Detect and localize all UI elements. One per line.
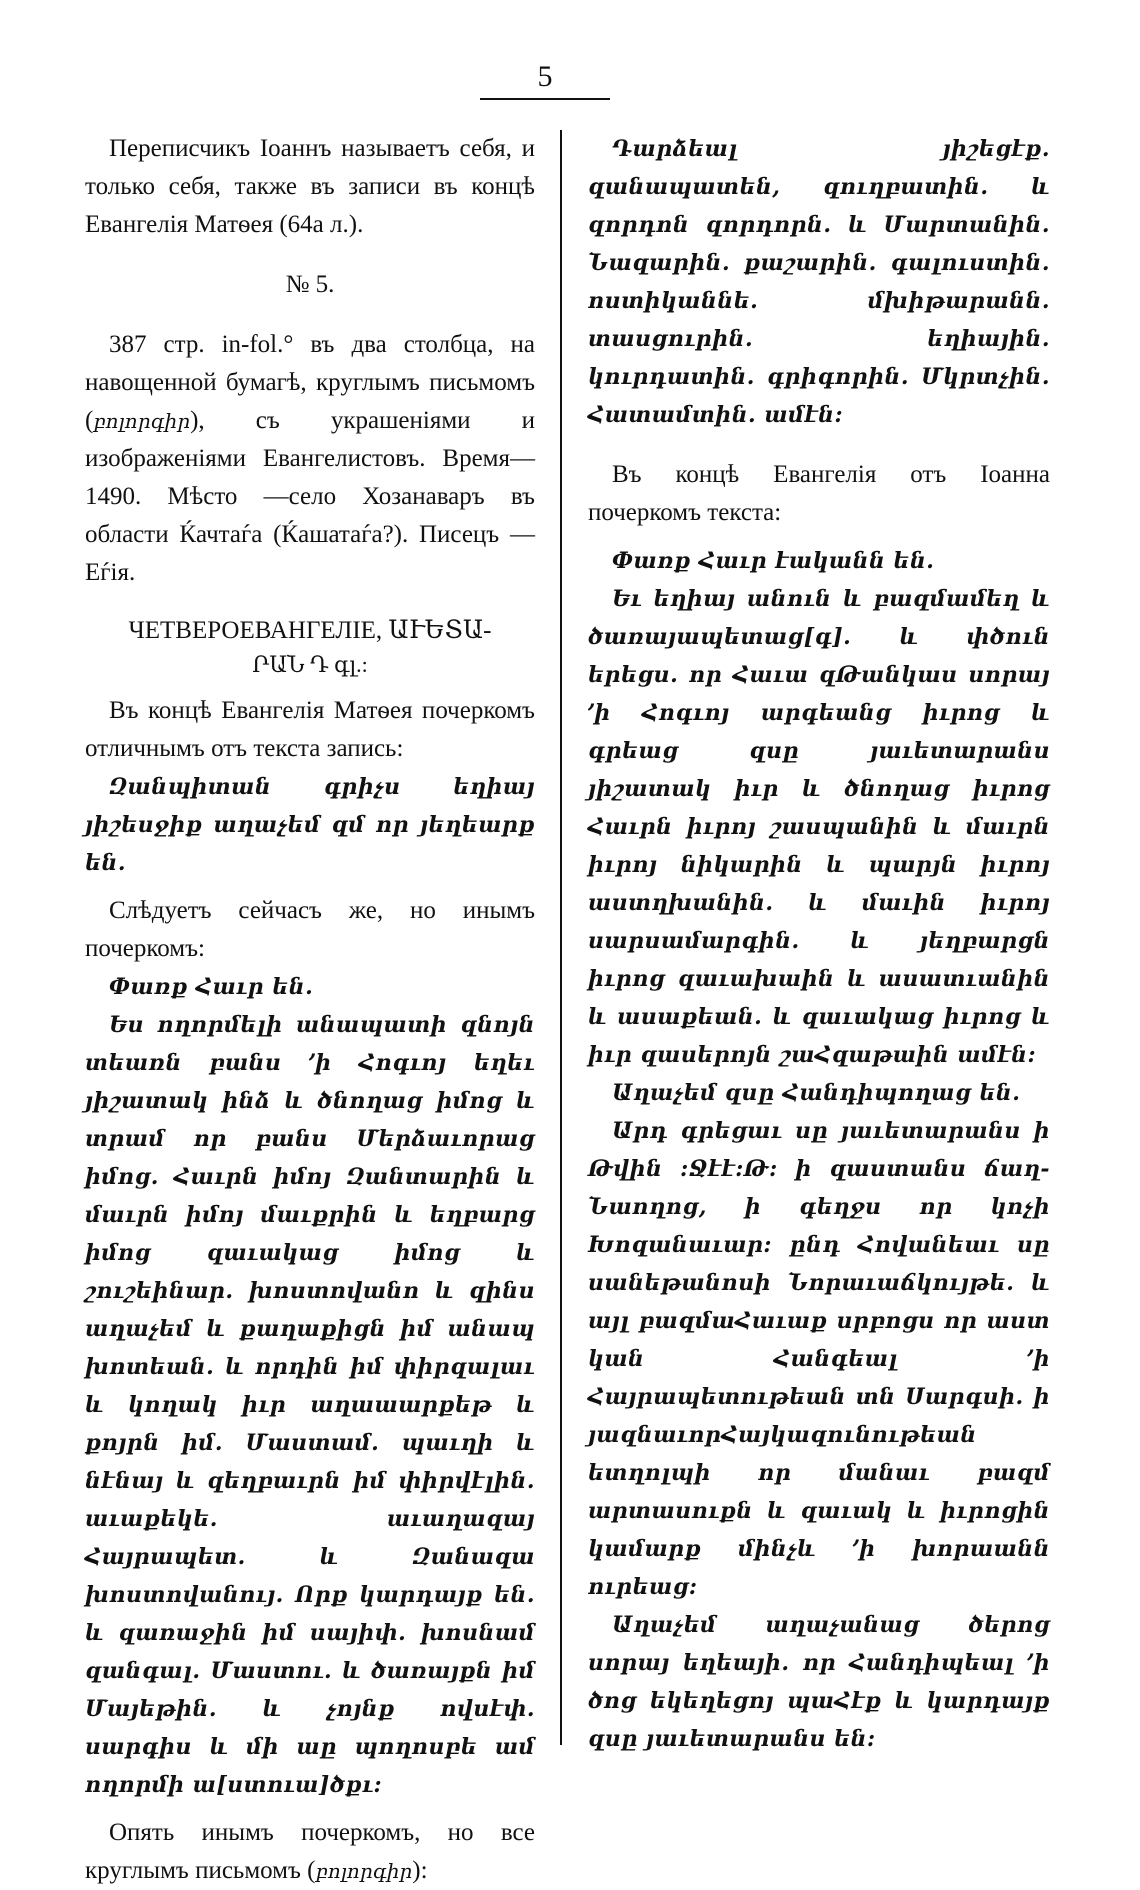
third-hand-intro [85,1814,535,1890]
manuscript-number: № 5. [285,271,335,298]
description-text-start: 387 стр. in-fol.° въ два столбца, на навощенной бумагѣ, круглымъ письмомъ ( [85,331,535,434]
manuscript-title [85,614,535,682]
armenian-plea: Աղաչեմ զսը Հանդիպողաց են. [612,1080,1021,1106]
armenian-colophon-1: Զանպիտան գրիչս եղիայ յիշեսջիք աղաչեմ զմ որ յեղեարք են. [85,774,535,876]
manuscript-title-line2: ՐԱՆ Դ գլ.: [252,652,368,677]
second-hand-intro: Слѣдуетъ сейчасъ же, но инымъ почеркомъ: [85,897,535,962]
third-hand-text-end: ): [412,1857,428,1884]
john-colophon-intro: Въ концѣ Евангелія отъ Іоанна почеркомъ текста: [588,461,1050,526]
manuscript-description [85,326,535,592]
page-number: 5 [480,62,610,100]
third-hand-armenian-term: բոլորգիր [315,1859,413,1883]
armenian-continuation: Դարձեալ յիշեցէք. զանապատեն, զուղբատին. և զորդոն զորդորն. և Մարտանին. Նազարին. քաշարին. գալուստին. ոստիկաննե. մխիթարանն. տասցուրին. եղիային. կուրդատին. գրիգորին. Մկրտչին. Հատամտին. ամէն: [588,136,1050,428]
armenian-doxology: Փառք Հաւր են. [109,974,314,1000]
right-column [588,130,1050,1758]
description-armenian-term: բոլորգիր [93,409,191,433]
armenian-colophon-5: Աղաչեմ աղաչանաց ծերոց սորայ եղեայի. որ Հանդիպեալ ՚ի ծոց եկեղեցոյ պաՀէք և կարդայք զսը յաւետարանս են: [588,1612,1050,1752]
armenian-doxology-2: Փառք Հաւր էականն են. [612,548,935,574]
third-hand-text-start: Опять инымъ почеркомъ, но все круглымъ письмомъ ( [85,1819,535,1884]
description-text-end: ), съ украшеніями и изображеніями Евангелистовъ. Время— 1490. Мѣсто —село Хозанаваръ въ области Ќачтаѓа (Ќашатаѓа?). Писецъ —Еѓія. [85,407,535,586]
column-divider [560,130,562,1745]
armenian-colophon-4: Արդ գրեցաւ սը յաւետարանս ի Թվին :Ջէէ:Թ: ի զաստանս ճաղ-Նաողոց, ի գեղջս որ կոչի Խոզանաւար: ընդ Հովանեաւ սը սանեթանոսի Նորաւաճկույթե. և այլ բազմաՀաւաք սրբոցս որ աստ կան Հանգեալ ՚ի Հայրապետութեան տն Սարգսի. ի յազնաւորՀայկազունութեան ետղոլպի որ մանաւ բազմ արտասուքն և զաւակ և իւրոցին կամարք մինչև ՚ի խորաանն ուրեաց: [588,1118,1050,1600]
armenian-colophon-3: Եւ եղիայ անուն և բազմամեղ և ծառայապետաց[գ]. և փծուն երեցս. որ Հաւա զԹանկաս սորայ ՚ի Հոգւոյ արգեանց իւրոց և գրեաց զսը յաւետարանս յիշատակ իւր և ծնողաց իւրոց Հաւրն իւրոյ շասպանին և մաւրն իւրոյ նիկարին և պարյն իւրոյ աստղխանին. և մաւին իւրոյ սարսամարգին. և յեղբարցն իւրոց զաւախաին և ասատւանին և ասաքեան. և զաւակաց իւրոց և իւր զասերոյն շաՀզաթաին ամէն: [588,586,1050,1068]
scribe-note-paragraph: Переписчикъ Іоаннъ называетъ себя, и только себя, также въ записи въ концѣ Евангелія Матѳея (64а л.). [85,135,535,238]
left-column [85,130,535,1890]
armenian-colophon-2: Ես ողորմելի անապատի զնոյն տեառն բանս ՚ի Հոգւոյ եղեւ յիշատակ ինձ և ծնողաց իմոց և տրամ որ բանս Մերձաւորաց իմոց. Հաւրն իմոյ Զանտարին և մաւրն իմոյ մաւքրին և եղբարց իմոց զաւակաց իմոց և շուշեինար. խոստովանո և զինս աղաչեմ և քաղաքիցն իմ անապ խոտեան. և որդին իմ փիրզալաւ և կողակ իւր աղաաարքեթ և քոյրն իմ. Մաստամ. պաւղի և նէնայ և զեղբաւրն իմ փիրվէլին. աւաքեկե. աւաղազայ Հայրապետ. և Զանազա խոստովանույ. Որք կարդայք են. և զառաջին իմ սայիփ. խոսնամ զանգալ. Մաստու. և ծառայքն իմ Մայեթին. և չոյնք ովսէփ. սարգիս և մի աը պողոսբե ամ ողորմի ա[ստուա]ծքւ: [85,1012,535,1798]
colophon-intro: Въ концѣ Евангелія Матѳея почеркомъ отличнымъ отъ текста запись: [85,697,535,762]
manuscript-title-line1: ЧЕТВЕРОЕВАНГЕЛІЕ, ԱՒԵՏԱ- [128,617,492,644]
